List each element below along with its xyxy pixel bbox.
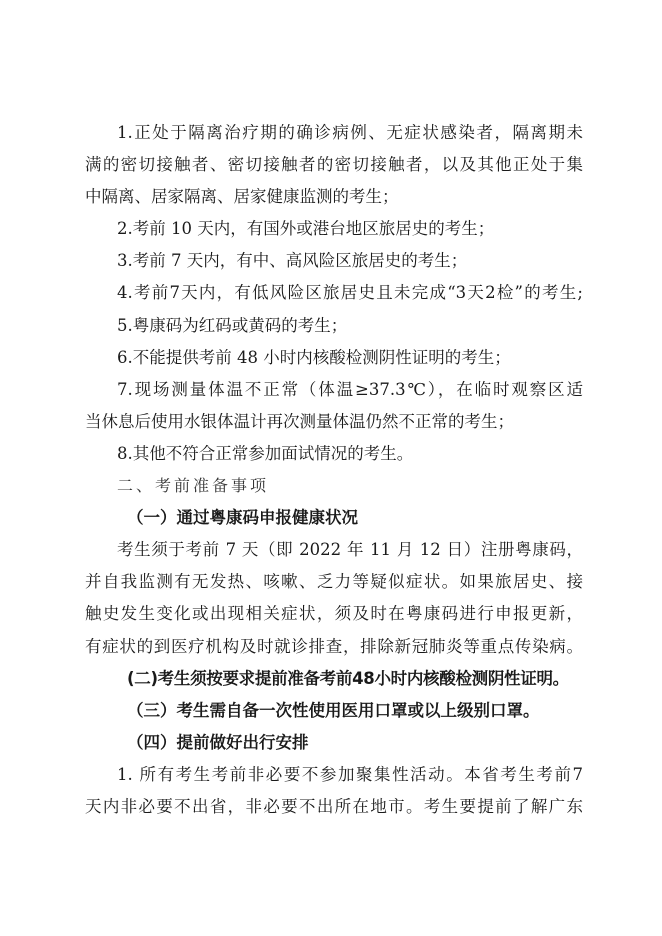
para-2-line-1: 1. 所有考生考前非必要不参加聚集性活动。本省考生考前7 — [117, 764, 583, 784]
subheading-1: （一）通过粤康码申报健康状况 — [127, 508, 358, 528]
para-1-line-1: 考生须于考前 7 天（即 2022 年 11 月 12 日）注册粤康码， — [117, 540, 583, 560]
item-3: 3.考前 7 天内，有中、高风险区旅居史的考生； — [117, 251, 468, 271]
item-1-line-1: 1.正处于隔离治疗期的确诊病例、无症状感染者，隔离期未 — [117, 123, 583, 142]
item-4: 4.考前7天内，有低风险区旅居史且未完成“3天2检”的考生; — [117, 283, 583, 303]
subheading-4: （四）提前做好出行安排 — [127, 732, 309, 752]
item-1-line-2: 满的密切接触者、密切接触者的密切接触者，以及其他正处于集 — [85, 155, 583, 175]
subheading-2: (二)考生须按要求提前准备考前48小时内核酸检测阴性证明。 — [127, 668, 569, 688]
para-2-line-2: 天内非必要不出省，非必要不出所在地市。考生要提前了解广东 — [85, 796, 583, 816]
section-heading-2: 二、考前准备事项 — [117, 476, 270, 496]
para-1-line-3: 触史发生变化或出现相关症状，须及时在粤康码进行申报更新， — [85, 604, 583, 624]
document-page — [85, 117, 583, 823]
para-1-line-4: 有症状的到医疗机构及时就诊排查，排除新冠肺炎等重点传染病。 — [85, 636, 583, 656]
item-7-line-2: 当休息后使用水银体温计再次测量体温仍然不正常的考生； — [85, 411, 514, 431]
item-5: 5.粤康码为红码或黄码的考生； — [117, 315, 348, 335]
item-1-line-3: 中隔离、居家隔离、居家健康监测的考生； — [85, 187, 399, 207]
para-1-line-2: 并自我监测有无发热、咳嗽、乏力等疑似症状。如果旅居史、接 — [85, 572, 583, 592]
subheading-3: （三）考生需自备一次性使用医用口罩或以上级别口罩。 — [127, 700, 540, 720]
item-2: 2.考前 10 天内，有国外或港台地区旅居史的考生； — [117, 219, 495, 239]
item-7-line-1: 7.现场测量体温不正常（体温≥37.3℃），在临时观察区适 — [117, 379, 583, 399]
item-8: 8.其他不符合正常参加面试情况的考生。 — [117, 443, 414, 463]
item-6: 6.不能提供考前 48 小时内核酸检测阴性证明的考生； — [117, 347, 511, 367]
